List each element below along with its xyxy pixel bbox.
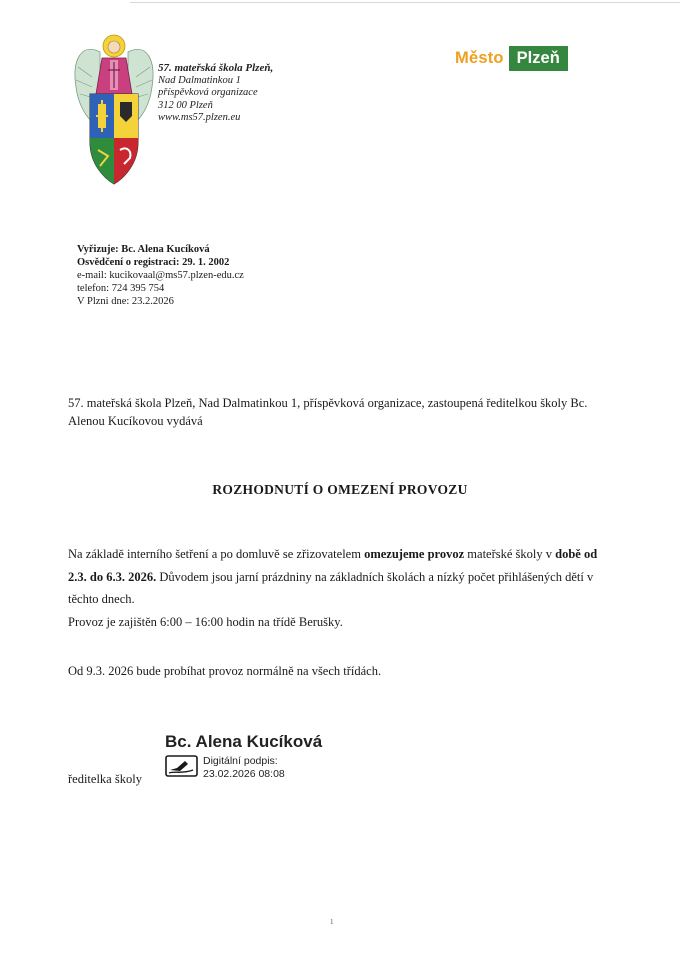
place-date-line: V Plzni dne: 23.2.2026	[77, 296, 174, 307]
address-line-1: Nad Dalmatinkou 1	[158, 74, 241, 86]
school-address-block	[158, 62, 273, 125]
email-line: e-mail: kucikovaal@ms57.plzen-edu.cz	[77, 270, 244, 281]
handler-line: Vyřizuje: Bc. Alena Kucíková	[77, 244, 210, 255]
digital-signature-icon	[165, 755, 198, 777]
decision-paragraph	[68, 543, 613, 633]
mesto-plzen-logo	[455, 46, 568, 71]
signature-label: Digitální podpis:	[203, 755, 278, 767]
registration-line: Osvědčení o registraci: 29. 1. 2002	[77, 257, 230, 268]
address-line-2: příspěvková organizace	[158, 87, 258, 98]
operating-hours-text: Provoz je zajištěn 6:00 – 16:00 hodin na třídě Berušky.	[68, 614, 343, 629]
school-website: www.ms57.plzen.eu	[158, 112, 241, 123]
resume-paragraph: Od 9.3. 2026 bude probíhat provoz normálně na všech třídách.	[68, 664, 382, 678]
address-line-3: 312 00 Plzeň	[158, 99, 213, 111]
phone-line: telefon: 724 395 754	[77, 283, 165, 294]
signer-role: ředitelka školy	[68, 772, 142, 786]
signature-name: Bc. Alena Kucíková	[165, 732, 323, 751]
school-name: 57. mateřská škola Plzeň,	[158, 62, 274, 74]
decision-text-3: Důvodem jsou jarní prázdniny na základních školách a nízký počet přihlášených dětí v těchto dnech.	[68, 569, 594, 606]
page-number: 1	[330, 918, 334, 926]
logo-word-mesto: Město	[455, 49, 504, 67]
contact-block	[77, 243, 244, 308]
intro-paragraph: 57. mateřská škola Plzeň, Nad Dalmatinkou 1, příspěvková organizace, zastoupená ředitelkou školy Bc. Alenou Kucíkovou vydává	[68, 396, 588, 428]
signature-meta	[203, 755, 285, 780]
decision-emphasis-period: době od 2.3. do 6.3. 2026.	[68, 547, 598, 584]
decision-text-1: Na základě interního šetření a po domluvě se zřizovatelem	[68, 547, 365, 561]
plzen-coat-of-arms-icon	[70, 32, 158, 190]
decision-text-2: mateřské školy v	[464, 547, 556, 561]
document-title: ROZHODNUTÍ O OMEZENÍ PROVOZU	[212, 482, 468, 497]
decision-emphasis-restriction: omezujeme provoz	[364, 547, 465, 561]
top-edge-line	[130, 2, 680, 3]
logo-word-plzen: Plzeň	[509, 46, 568, 71]
signature-timestamp: 23.02.2026 08:08	[203, 767, 285, 780]
